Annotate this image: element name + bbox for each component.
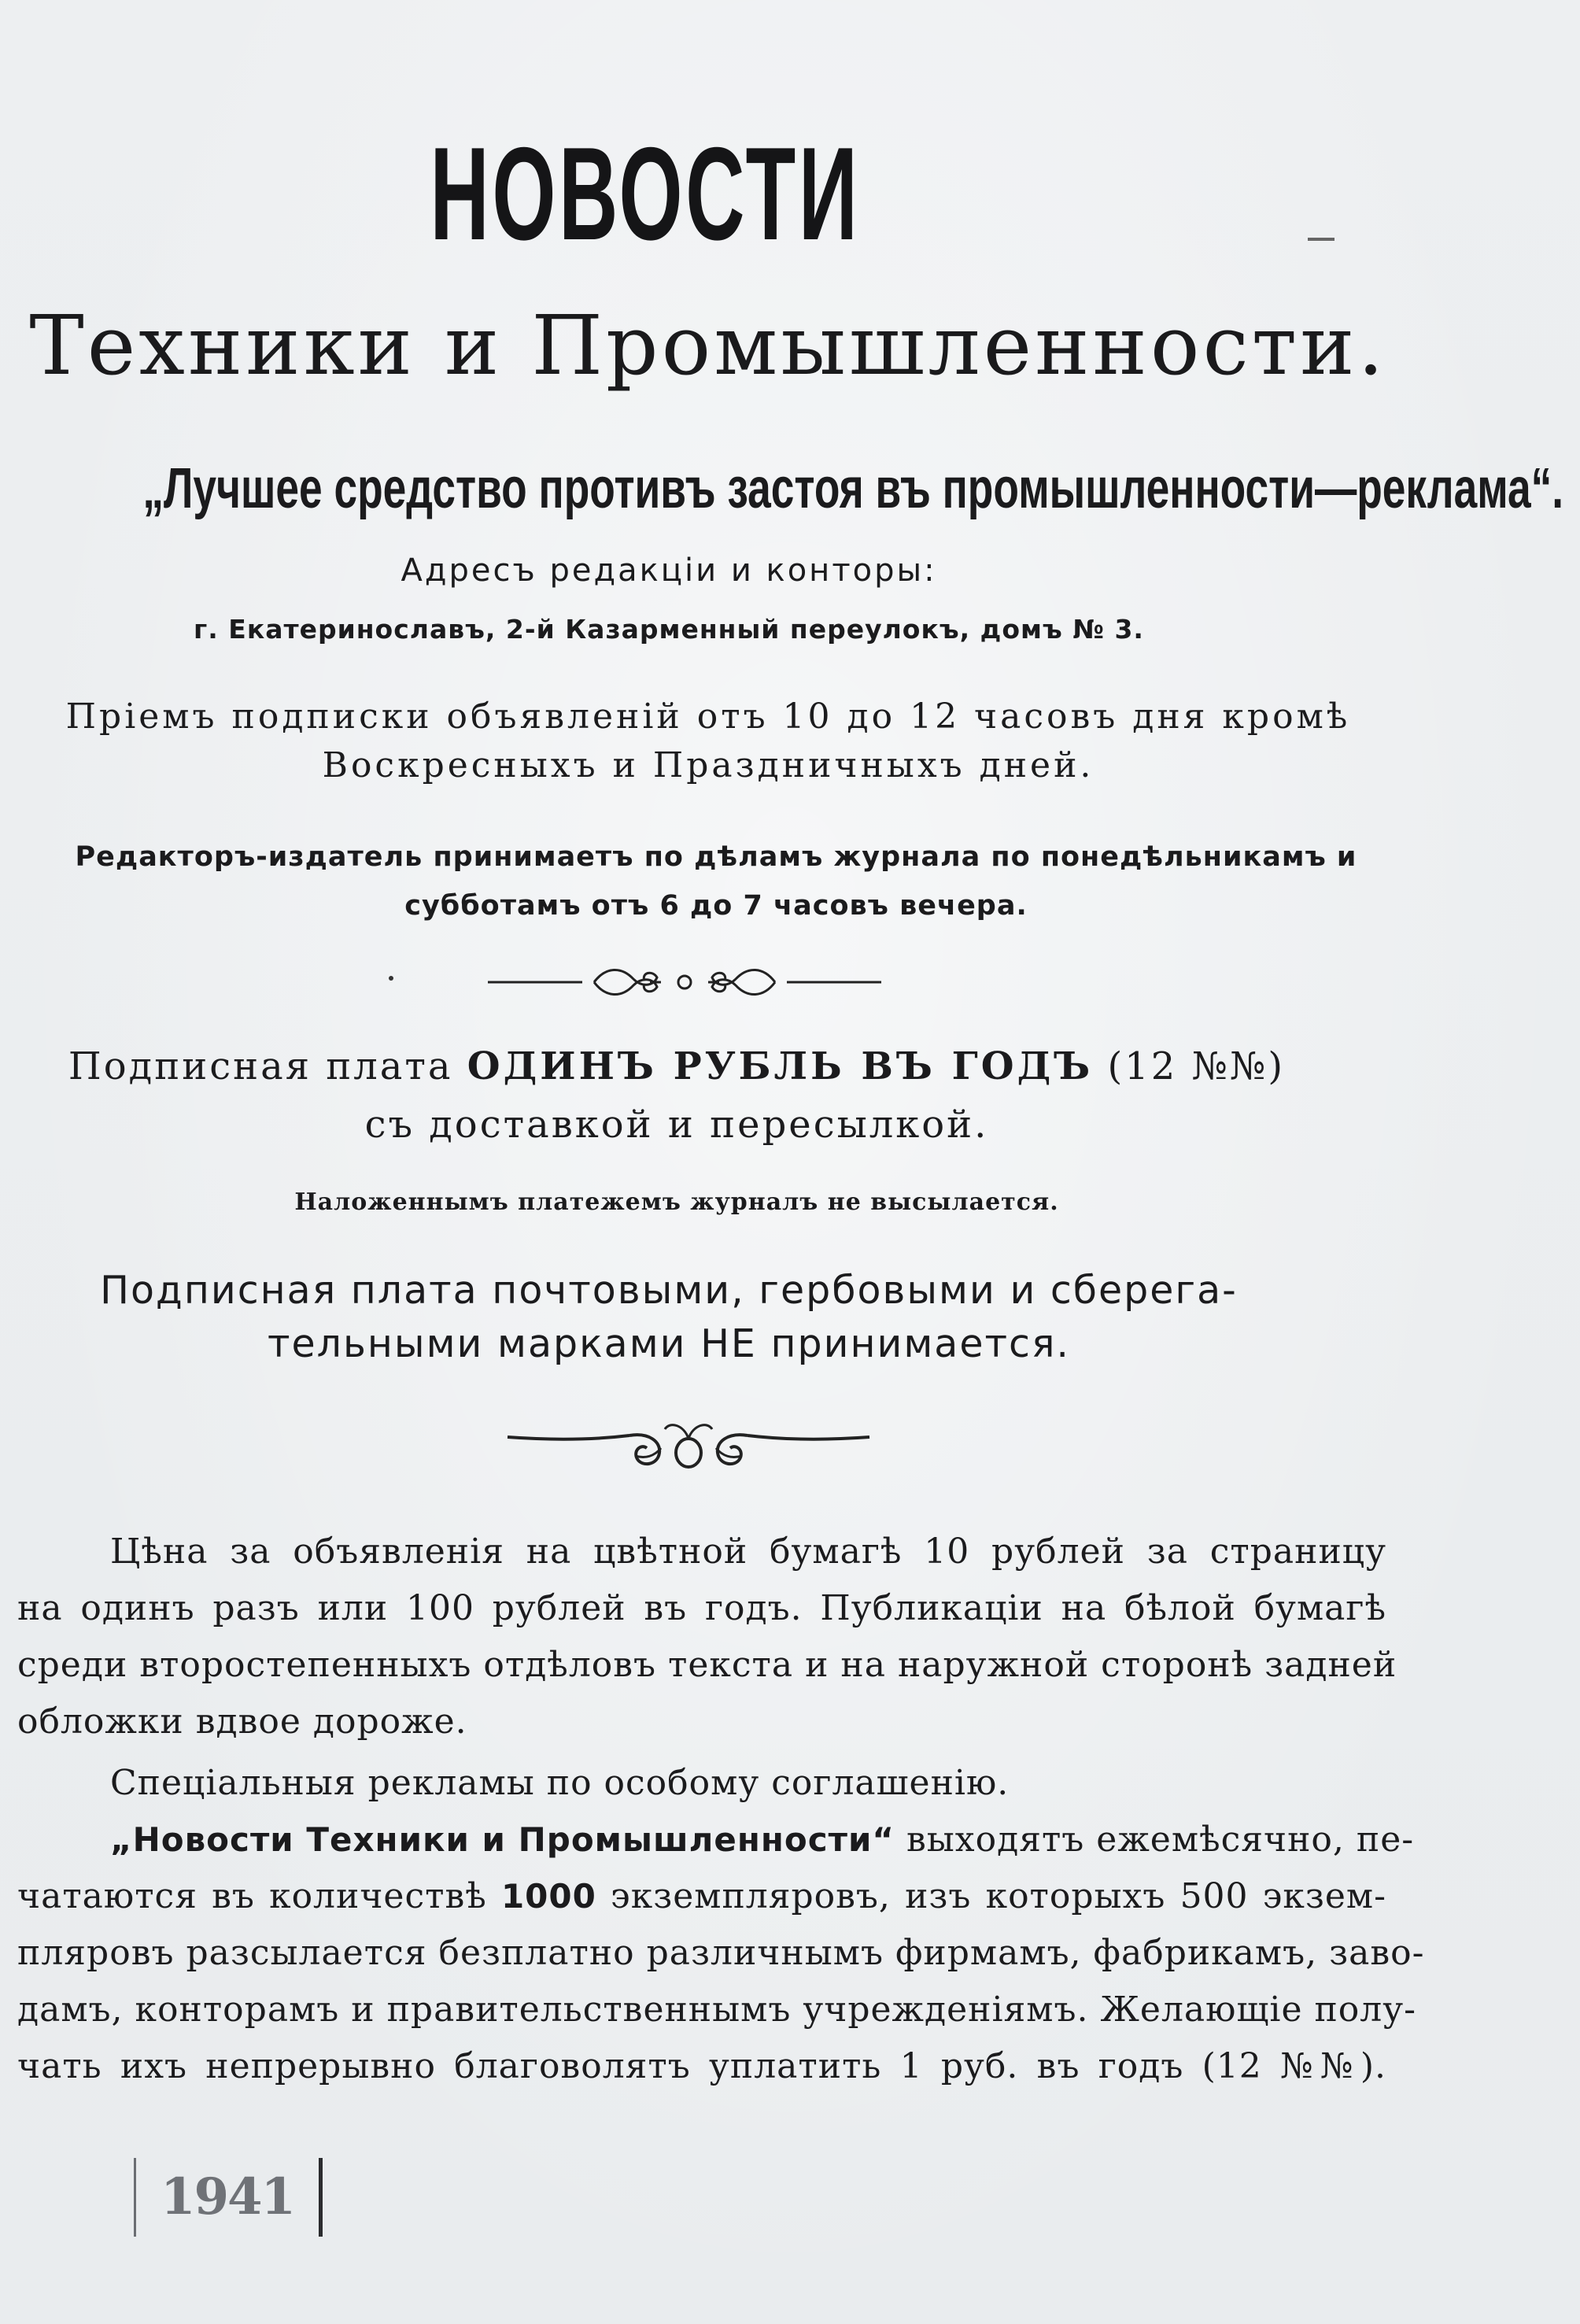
circulation-count: 1000	[500, 1877, 596, 1916]
circulation-line-5: чать ихъ непрерывно благоволятъ уплатить 1 руб. въ годъ (12 №№).	[17, 2046, 1386, 2086]
library-stamp: 1941	[134, 2158, 323, 2237]
reception-line-2: Воскресныхъ и Праздничныхъ дней.	[322, 745, 1095, 785]
circulation-line-3: пляровъ разсылается безплатно различнымъ фирмамъ, фабрикамъ, заво-	[17, 1933, 1425, 1973]
stamps-line-1: Подписная плата почтовыми, гербовыми и сберега-	[100, 1268, 1238, 1313]
circulation-paragraph	[17, 1812, 1425, 2095]
ads-line-3: среди второстепенныхъ отдѣловъ текста и на наружной сторонѣ задней	[17, 1645, 1397, 1685]
ornament-divider-2-icon	[504, 1409, 873, 1480]
editor-line-2: субботамъ отъ 6 до 7 часовъ вечера.	[404, 890, 1028, 922]
circulation-line-2-b: экземпляровъ, изъ которыхъ 500 экзем-	[611, 1876, 1386, 1916]
address-label: Адресъ редакціи и конторы:	[401, 552, 937, 589]
circulation-line-2	[17, 1868, 1386, 1925]
ads-line-2: на одинъ разъ или 100 рублей въ годъ. Публикаціи на бѣлой бумагѣ	[17, 1588, 1386, 1628]
subscription-prefix: Подписная плата	[68, 1044, 453, 1088]
circulation-line-1-rest: выходятъ ежемѣсячно, пе-	[906, 1820, 1415, 1860]
ads-line-4: обложки вдвое дороже.	[17, 1701, 467, 1742]
masthead-title: НОВОСТИ	[430, 120, 861, 268]
reception-hours	[8, 693, 1408, 790]
journal-name: „Новости Техники и Промышленности“	[110, 1820, 895, 1859]
circulation-line-1	[17, 1812, 1415, 1868]
subscription-price-line	[0, 1037, 1377, 1095]
margin-mark	[1308, 238, 1335, 241]
subscription-issues: (12 №№)	[1107, 1044, 1286, 1088]
circulation-line-2-a: чатаются въ количествѣ	[17, 1876, 487, 1916]
editor-hours	[16, 833, 1416, 930]
subscription-delivery: съ доставкой и пересылкой.	[364, 1103, 989, 1147]
special-ads-paragraph	[17, 1755, 1386, 1812]
masthead-motto: „Лучшее средство противъ застоя въ промышленности—реклама“.	[142, 457, 1564, 520]
special-ads-line: Спеціальныя рекламы по особому соглашенію.	[110, 1763, 1010, 1803]
subscription-price: ОДИНЪ РУБЛЬ ВЪ ГОДЪ	[467, 1044, 1094, 1088]
masthead-subtitle: Техники и Промышленности.	[29, 297, 1387, 393]
reception-line-1: Пріемъ подписки объявленій отъ 10 до 12 часовъ дня кромѣ	[65, 696, 1351, 737]
circulation-line-4: дамъ, конторамъ и правительственнымъ учрежденіямъ. Желающіе полу-	[17, 1990, 1416, 2030]
address-line: г. Екатеринославъ, 2-й Казарменный переулокъ, домъ № 3.	[194, 614, 1144, 645]
editor-line-1: Редакторъ-издатель принимаетъ по дѣламъ журнала по понедѣльникамъ и	[75, 841, 1357, 873]
ornament-divider-1-icon	[488, 962, 881, 1001]
cod-note: Наложеннымъ платежемъ журналъ не высылается.	[294, 1188, 1059, 1216]
ads-pricing-paragraph	[17, 1524, 1397, 1750]
stamps-note	[0, 1264, 1369, 1371]
ink-speck	[389, 976, 393, 981]
ads-line-1: Цѣна за объявленія на цвѣтной бумагѣ 10 рублей за страницу	[110, 1531, 1386, 1572]
subscription-block	[0, 1037, 1377, 1154]
stamps-line-2: тельными марками НЕ принимается.	[267, 1321, 1071, 1366]
